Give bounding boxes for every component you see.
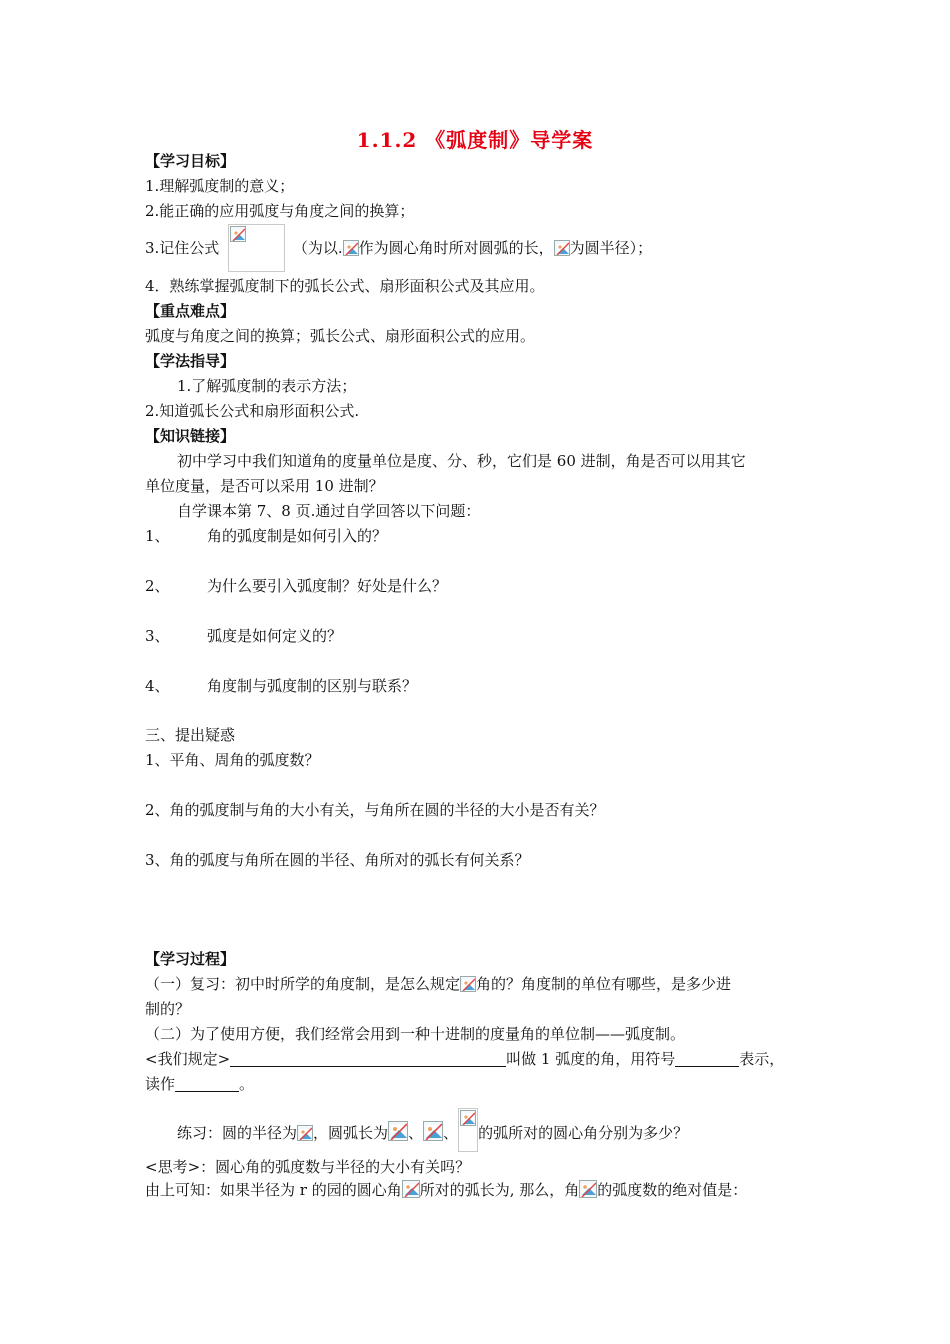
question-text: 角度制与弧度制的区别与联系？ [207,677,418,695]
link-paragraph-1-line-2: 单位度量，是否可以采用 10 进制？ [145,477,384,495]
process-p1-text-b: 角的？角度制的单位有哪些，是多少进 [476,975,732,993]
reading-suffix: 。 [239,1075,255,1093]
key-heading: 【重点难点】 [145,302,236,320]
exercise-text-a: 练习：圆的半径为 [177,1124,298,1142]
arc-length-image-icon [388,1121,408,1141]
question-number: 4、 [145,677,170,695]
doubt-question-2: 2、角的弧度制与角的大小有关，与角所在圆的半径的大小是否有关？ [145,801,605,819]
broken-image-icon [460,1110,476,1126]
question-text: 弧度是如何定义的？ [207,627,343,645]
link-paragraph-1-line-1: 初中学习中我们知道角的度量单位是度、分、秒，它们是 60 进制，角是否可以用其它 [177,452,746,470]
process-paragraph-1 [145,973,731,995]
doubts-heading: 三、提出疑惑 [145,726,236,744]
angle-image-icon [460,976,476,992]
conclusion-line [145,1179,747,1201]
definition-suffix: 表示， [739,1050,785,1068]
question-item [145,625,342,647]
method-item-2: 2.知道弧长公式和扇形面积公式. [145,402,360,420]
question-number: 3、 [145,627,170,645]
definition-prefix: <我们规定> [145,1050,231,1068]
formula-image-icon [554,240,570,256]
broken-image-icon [230,226,246,242]
question-text: 为什么要引入弧度制？好处是什么？ [207,577,448,595]
goal-item-2: 2.能正确的应用弧度与角度之间的换算； [145,202,415,220]
definition-text: 叫做 1 弧度的角，用符号 [506,1050,676,1068]
goal-item-3-text-b: 作为圆心角时所对圆弧的长， [358,239,554,257]
process-paragraph-2: （二）为了使用方便，我们经常会用到一种十进制的度量角的单位制——弧度制。 [145,1025,686,1043]
question-text: 角的弧度制是如何引入的？ [207,527,388,545]
exercise-line [177,1108,688,1152]
reading-blank[interactable] [175,1075,239,1092]
method-item-1: 1.了解弧度制的表示方法； [177,377,357,395]
arc-length-image-icon [423,1121,443,1141]
exercise-text-d: 、 [443,1124,459,1142]
process-paragraph-1-line-2: 制的？ [145,1000,191,1018]
goal-item-3 [145,237,652,259]
link-paragraph-2: 自学课本第 7、8 页.通过自学回答以下问题： [177,502,481,520]
link-heading: 【知识链接】 [145,427,236,445]
doubt-question-1: 1、平角、周角的弧度数？ [145,751,320,769]
goals-heading: 【学习目标】 [145,152,236,170]
conclusion-text-b: 所对的弧长为, 那么，角 [419,1181,580,1199]
goal-item-3-text-a: （为以. [292,239,343,257]
key-text: 弧度与角度之间的换算；弧长公式、扇形面积公式的应用。 [145,327,536,345]
page-title: 1.1.2 《弧度制》导学案 [356,128,594,152]
goal-item-4: 4．熟练掌握弧度制下的弧长公式、扇形面积公式及其应用。 [145,277,545,295]
process-heading: 【学习过程】 [145,950,236,968]
question-item [145,575,447,597]
definition-blank[interactable] [230,1050,506,1067]
angle-image-icon [579,1180,597,1198]
exercise-text-e: 的弧所对的圆心角分别为多少？ [478,1124,689,1142]
question-item [145,675,417,697]
radius-image-icon [297,1125,313,1141]
definition-line [145,1048,784,1070]
conclusion-text-a: 由上可知：如果半径为 r 的园的圆心角 [145,1181,402,1199]
goal-item-3-prefix: 3.记住公式 [145,239,220,257]
question-number: 2、 [145,577,170,595]
formula-image-placeholder [228,224,285,272]
formula-image-icon [343,240,359,256]
arc-length-image-placeholder [458,1108,478,1152]
goal-item-1: 1.理解弧度制的意义； [145,177,295,195]
process-p1-text-a: （一）复习：初中时所学的角度制，是怎么规定 [145,975,461,993]
reading-line [145,1073,254,1095]
reading-prefix: 读作 [145,1075,176,1093]
angle-image-icon [402,1180,420,1198]
goal-item-3-text-c: 为圆半径）； [569,239,653,257]
question-item [145,525,387,547]
method-heading: 【学法指导】 [145,352,236,370]
symbol-blank[interactable] [675,1050,739,1067]
exercise-text-c: 、 [408,1124,424,1142]
question-number: 1、 [145,527,170,545]
conclusion-text-c: 的弧度数的绝对值是： [597,1181,748,1199]
exercise-text-b: ，圆弧长为 [313,1124,389,1142]
think-line: <思考>：圆心角的弧度数与半径的大小有关吗？ [145,1158,471,1176]
doubt-question-3: 3、角的弧度与角所在圆的半径、角所对的弧长有何关系？ [145,851,530,869]
